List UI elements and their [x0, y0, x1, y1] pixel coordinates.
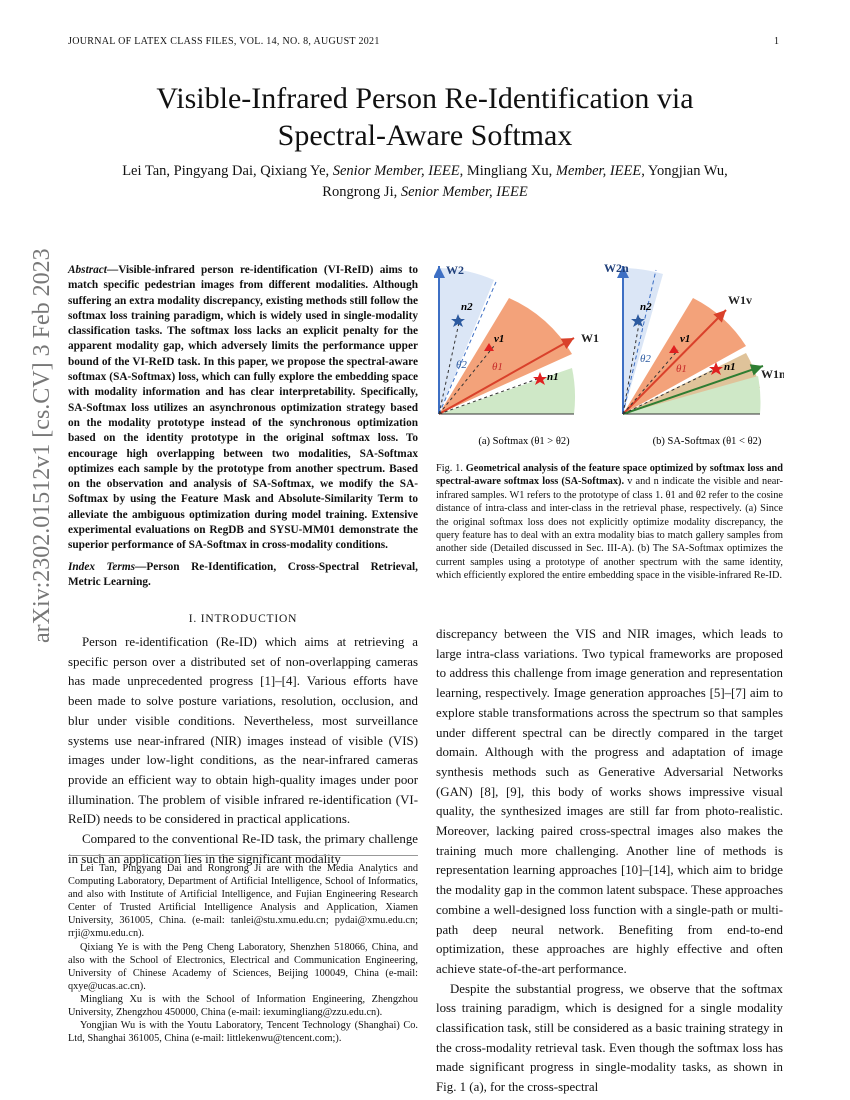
label-theta1: θ1 [676, 363, 687, 375]
index-terms-text: —Person Re-Identification, Cross-Spectral Retrieval, Metric Learning. [68, 561, 418, 589]
authors-part: Lei Tan, Pingyang Dai, Qixiang Ye, [122, 163, 333, 179]
title-line-2: Spectral-Aware Softmax [277, 119, 573, 152]
running-header: JOURNAL OF LATEX CLASS FILES, VOL. 14, NO. 8, AUGUST 2021 [68, 36, 380, 47]
label-w2: W2 [446, 263, 464, 277]
label-w1v: W1v [728, 293, 752, 307]
footnote: Mingliang Xu is with the School of Information Engineering, Zhengzhou University, Zhengzhou 450000, China (e-mail: iexumingliang@zzu.edu.cn). [68, 993, 418, 1019]
figure-1-diagram [434, 258, 784, 458]
label-n2: n2 [640, 301, 652, 313]
label-theta2: θ2 [456, 359, 467, 371]
body-column-left [68, 633, 418, 869]
label-theta1: θ1 [492, 361, 503, 373]
abstract-text: —Visible-infrared person re-identification (VI-ReID) aims to match specific pedestrian images from different modalities. Although suffering an extra modality discrepancy, existing methods still follow the softmax loss training paradigm, which is widely used in single-modality classification tasks. The softmax loss lacks an explicit penalty for the apparent modality gap, which adversely limits the performance upper bound of the VI-ReID task. In this paper, we propose the spectral-aware softmax (SA-Softmax) loss, which can fully explore the embedding space with modality information and has clear interpretability. Specifically, SA-Softmax loss utilizes an asynchronous optimization strategy based on the modality prototype instead of the synchronous optimization based on the identity prototype in the original softmax loss. To encourage high overlapping between two modalities, SA-Softmax optimizes each sample by the prototype from another spectrum. Based on the observation and analysis of SA-Softmax, we modify the SA-Softmax by using the Feature Mask and Absolute-Similarity Term to alleviate the ambiguous optimization during model training. Extensive experimental evaluations on RegDB and SYSU-MM01 demonstrate the superior performance of SA-Softmax in cross-modality conditions. [68, 264, 418, 552]
figure-caption [436, 462, 783, 583]
label-v1: v1 [680, 333, 691, 345]
label-n1: n1 [547, 371, 559, 383]
author-list [60, 161, 790, 203]
footnote: Yongjian Wu is with the Youtu Laboratory, Tencent Technology (Shanghai) Co. Ltd, Shanghai 361005, China (e-mail: littlekenwu@tencent.com;). [68, 1020, 418, 1045]
label-w1: W1 [581, 331, 599, 345]
authors-part: Rongrong Ji, [322, 184, 401, 200]
label-w2n: W2n [604, 261, 629, 275]
label-w1n: W1n [761, 367, 784, 381]
author-role: Senior Member, IEEE [332, 163, 460, 179]
author-role: Member, IEEE [555, 163, 642, 179]
caption-prefix: Fig. 1. [436, 463, 463, 474]
label-v1: v1 [494, 333, 505, 345]
authors-part: , Yongjian Wu, [641, 163, 728, 179]
panel-b [604, 261, 784, 414]
label-n1: n1 [724, 361, 736, 373]
section-heading: I. INTRODUCTION [188, 613, 298, 625]
index-terms-label: Index Terms [68, 561, 136, 573]
paper-title [60, 80, 790, 154]
abstract-label: Abstract [68, 264, 107, 276]
paragraph: discrepancy between the VIS and NIR images, which leads to large intra-class variations. Two typical frameworks are proposed to address this challenge from image generation and representation learning, respectively. Image generation approaches [5]–[7] aim to explore stable transformations across the spectrum so that samples under different spectral can be directly compared in the target domain. Although with the progress and adaptation of image synthesis methods such as Generative Adversarial Networks (GAN) [8], [9], this body of works shows impressive visual quality, the synthesized images are still far from photo-realistic. Moreover, lacking paired cross-spectral images also makes the training much more challenging. Another line of methods is representation learning approaches [10]–[14], which aim to bridge the modality gap in the common latent subspace. These approaches combine a well-designed loss function with a single-path or multi-path deep neural network. Benefiting from end-to-end optimization, these approaches are highly effective and often achieve state-of-the-art performance. [436, 627, 783, 976]
footnote: Qixiang Ye is with the Peng Cheng Laboratory, Shenzhen 518066, China, and also with the School of Electronics, Electrical and Communication Engineering, University of Chinese Academy of Sciences, Beijing 100049, China (e-mail: qxye@ucas.ac.cn). [68, 941, 418, 992]
footnote-rule [68, 855, 418, 856]
paragraph: Person re-identification (Re-ID) which aims at retrieving a specific person over a distributed set of non-overlapping cameras has made unprecedented progress [1]–[4]. Various efforts have been made to solve posture variations, resolution, occlusion, and blur under visible conditions. Nevertheless, most surveillance systems use near-infrared (NIR) images instead of visible (VIS) images under low-light conditions, as the near-infrared cameras provide an efficient way to obtain high-quality images under poor illumination. The problem of visible infrared re-identification (VI-ReID) needs to be considered in practical applications. [68, 635, 418, 827]
caption-bold: Geometrical analysis of the feature space optimized by softmax loss and spectral-aware softmax loss (SA-Softmax). [436, 463, 783, 488]
caption-text: v and n indicate the visible and near-infrared samples. W1 refers to the prototype of class 1. θ1 and θ2 refer to the cosine distance of intra-class and inter-class in the retrieval phase, respectively. (a) Since the original softmax loss does not explicitly optimize modality discrepancy, the query feature has to deal with an extra modality bias to match gallery samples from another side (Detailed discussed in Sec. III-A). (b) The SA-Softmax optimizes the current samples using a prototype of another spectrum with the same identity, which efficiently explored the entire embedding space in the visible-infrared Re-ID. [436, 476, 783, 582]
abstract [68, 263, 418, 554]
footnote: Lei Tan, Pingyang Dai and Rongrong Ji are with the Media Analytics and Computing Laboratory, Department of Artificial Intelligence, School of Informatics, and also with Institute of Artificial Intelligence, and Fujian Engineering Research Center of Trusted Artificial Intelligence Analysis and Application, Xiamen University, 361005, China. (e-mail: tanlei@stu.xmu.edu.cn; pydai@xmu.edu.cn; rrji@xmu.edu.cn). [68, 863, 418, 940]
page-number: 1 [774, 36, 780, 47]
paragraph: Despite the substantial progress, we observe that the softmax loss training paradigm, which is designed for a single modality classification task, still be considered as a basic training strategy in the cross-modality retrieval task. Even though the softmax loss has made significant progress in single-modality tasks, as shown in Fig. 1 (a), for the cross-spectral [436, 981, 783, 1095]
authors-part: , Mingliang Xu, [459, 163, 556, 179]
panel-a [439, 263, 599, 414]
subcaption-b: (b) SA-Softmax (θ1 < θ2) [652, 436, 762, 447]
subcaption-a: (a) Softmax (θ1 > θ2) [478, 436, 570, 447]
author-role: Senior Member, IEEE [400, 184, 528, 200]
arxiv-sidebar[interactable]: arXiv:2302.01512v1 [cs.CV] 3 Feb 2023 [29, 248, 55, 643]
label-theta2: θ2 [640, 353, 651, 365]
body-column-right [436, 625, 783, 1098]
index-terms [68, 560, 418, 591]
footnotes [68, 862, 418, 1045]
figure-1 [434, 258, 784, 458]
title-line-1: Visible-Infrared Person Re-Identification via [156, 82, 694, 115]
label-n2: n2 [461, 301, 473, 313]
paragraph: Compared to the conventional Re-ID task, the primary challenge in such an application lies in the significant modality [68, 832, 418, 866]
